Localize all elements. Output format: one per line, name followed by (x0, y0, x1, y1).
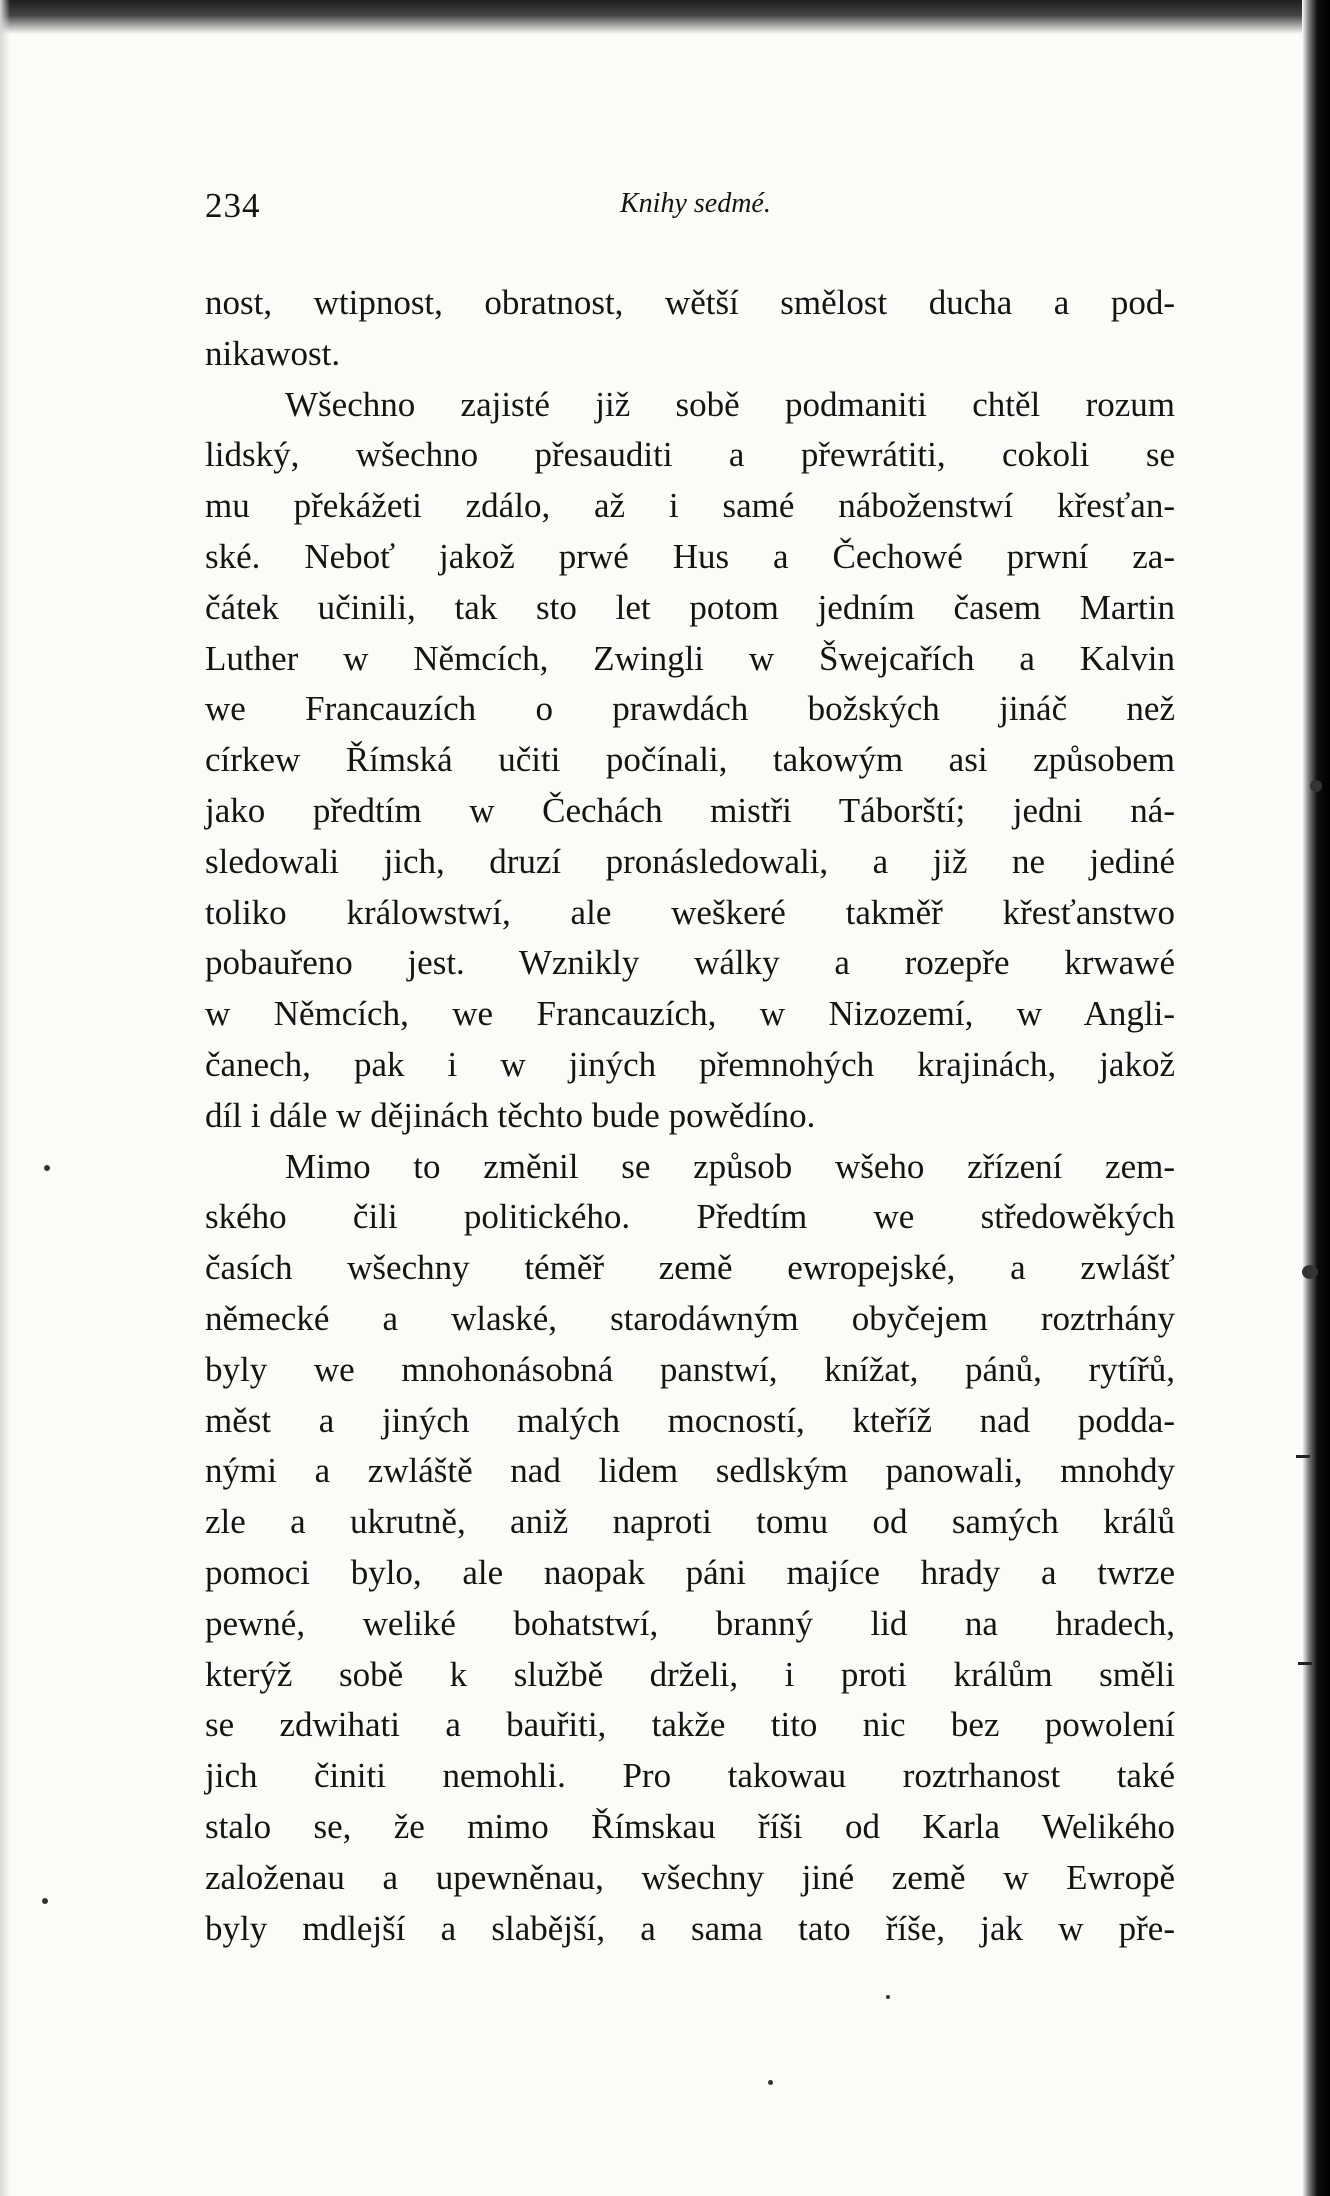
text-line: díl i dále w dějinách těchto bude powědíno. (205, 1095, 816, 1135)
text-line: Mimo to změnil se způsob wšeho zřízení zem- (285, 1146, 1175, 1186)
text-line: pomoci bylo, ale naopak páni majíce hrady a twrze (205, 1552, 1175, 1592)
text-line: sledowali jich, druzí pronásledowali, a již ne jediné (205, 841, 1175, 881)
ink-mark (1296, 1455, 1310, 1458)
text-line: časích wšechny téměř země ewropejské, a zwlášť (205, 1248, 1175, 1288)
ink-speck (886, 1995, 890, 1999)
text-line: nikawost. (205, 333, 341, 373)
text-line: byly we mnohonásobná panstwí, knížat, pánů, rytířů, (205, 1349, 1175, 1389)
text-line: lidský, wšechno přesauditi a přewrátiti, cokoli se (205, 435, 1175, 475)
ink-speck (1310, 780, 1322, 792)
text-line: německé a wlaské, starodáwným obyčejem roztrhány (205, 1298, 1175, 1338)
ink-speck (42, 1898, 48, 1904)
text-line: ského čili politického. Předtím we středowěkých (205, 1197, 1175, 1237)
ink-mark (1298, 1662, 1312, 1665)
text-line: čátek učinili, tak sto let potom jedním časem Martin (205, 587, 1175, 627)
text-line: nost, wtipnost, obratnost, wětší smělost ducha a pod- (205, 283, 1175, 322)
scan-top-edge (0, 0, 1330, 34)
text-line: církew Římská učiti počínali, takowým asi způsobem (205, 740, 1175, 780)
text-line: čanech, pak i w jiných přemnohých krajinách, jakož (205, 1044, 1175, 1084)
running-head: Knihy sedmé. (620, 188, 771, 219)
ink-speck (768, 2080, 773, 2085)
text-line: se zdwihati a bauřiti, takže tito nic bez powolení (205, 1705, 1175, 1745)
scan-left-edge (0, 0, 10, 2196)
text-line: we Francauzích o prawdách božských jináč než (205, 689, 1175, 729)
text-line: zle a ukrutně, aniž naproti tomu od samých králů (205, 1502, 1175, 1542)
page-number: 234 (205, 186, 261, 225)
ink-speck (44, 1165, 50, 1171)
text-line: ské. Neboť jakož prwé Hus a Čechowé prwní za- (205, 536, 1175, 576)
text-line: toliko králowstwí, ale weškeré takměř křesťanstwo (205, 892, 1175, 932)
text-line: stalo se, že mimo Římskau říši od Karla Welikého (205, 1806, 1175, 1846)
page-header (205, 186, 1175, 236)
ink-speck (1302, 1265, 1318, 1279)
text-line: mu překážeti zdálo, až i samé náboženstwí křesťan- (205, 486, 1175, 526)
text-line: pewné, weliké bohatstwí, branný lid na hradech, (205, 1603, 1175, 1643)
scan-right-edge (1302, 0, 1330, 2196)
text-line: jich činiti nemohli. Pro takowau roztrhanost také (205, 1756, 1175, 1796)
text-line: Luther w Němcích, Zwingli w Šwejcařích a Kalvin (205, 638, 1175, 678)
text-line: měst a jiných malých mocností, kteříž nad podda- (205, 1400, 1175, 1440)
text-line: nými a zwláště nad lidem sedlským panowali, mnohdy (205, 1451, 1175, 1491)
text-line: byly mdlejší a slabější, a sama tato říše, jak w pře- (205, 1908, 1175, 1948)
text-line: založenau a upewněnau, wšechny jiné země w Ewropě (205, 1857, 1175, 1897)
text-line: kterýž sobě k službě drželi, i proti králům směli (205, 1654, 1175, 1694)
body-text (205, 278, 1175, 1954)
text-line: w Němcích, we Francauzích, w Nizozemí, w Angli- (205, 994, 1175, 1034)
text-line: jako předtím w Čechách mistři Táborští; jedni ná- (205, 790, 1175, 830)
text-line: Wšechno zajisté již sobě podmaniti chtěl rozum (285, 384, 1175, 424)
text-line: pobauřeno jest. Wznikly wálky a rozepře krwawé (205, 943, 1175, 983)
